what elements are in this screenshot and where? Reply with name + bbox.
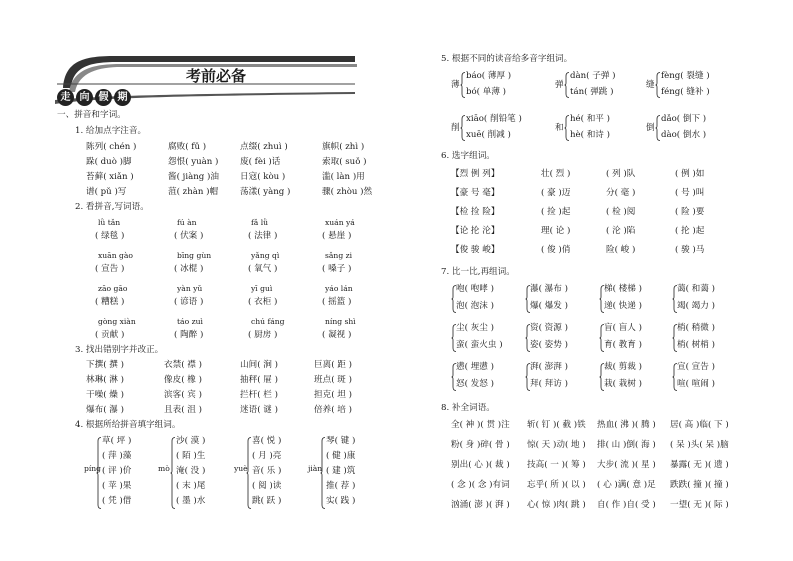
question-label: 7. 比一比,再组词。 — [441, 267, 515, 277]
q2-answer: ( 悬崖 ) — [322, 231, 352, 241]
q3-item: 下撰( 撰 ) — [86, 360, 124, 370]
q2-answer: ( 嗓子 ) — [322, 264, 352, 274]
page-title: 考前必备 — [186, 67, 247, 85]
q3-item: 倍养( 培 ) — [314, 405, 352, 415]
q2-answer: ( 伏案 ) — [174, 231, 204, 241]
q8-item: 技高( 一 )( 筹 ) — [527, 460, 586, 470]
q4-item: ( 墨 )水 — [176, 496, 206, 506]
q5-reading: dǎo( 倒下 ) — [661, 114, 707, 124]
q7-word: 姿( 姿势 ) — [530, 340, 568, 350]
q3-item: 爆布( 瀑 ) — [86, 405, 124, 415]
section-heading: 一、拼音和字词。 — [57, 110, 126, 120]
q6-item: 【检 捡 险】 — [451, 207, 500, 217]
pinyin-prompt: lǜ tǎn — [98, 218, 121, 227]
q6-item: 险( 峻 ) — [606, 245, 636, 255]
q7-word: 泡( 泡沫 ) — [456, 301, 494, 311]
pinyin-prompt: chú fáng — [251, 317, 285, 326]
q5-reading: dàn( 子弹 ) — [570, 71, 616, 81]
q3-item: 担克( 坦 ) — [314, 390, 352, 400]
q6-item: ( 检 )阅 — [606, 207, 636, 217]
q6-item: 【豪 号 毫】 — [451, 188, 500, 198]
q4-item: ( 萍 )藻 — [102, 451, 132, 461]
pinyin-prompt: xuán yá — [325, 218, 355, 227]
pinyin-prompt: táo zuì — [177, 317, 203, 326]
q6-item: 【论 抡 沦】 — [451, 226, 500, 236]
q7-word: 育( 教育 ) — [604, 340, 642, 350]
q6-item: ( 列 )队 — [606, 169, 636, 179]
q7-word: 栽( 栽树 ) — [604, 379, 642, 389]
pinyin-prompt: yī guì — [251, 284, 273, 293]
q3-item: 巨离( 距 ) — [314, 360, 352, 370]
q6-item: 壮( 烈 ) — [541, 169, 571, 179]
q2-answer: ( 糟糕 ) — [95, 297, 125, 307]
q8-item: 粉( 身 )碎( 骨 ) — [451, 440, 510, 450]
q2-answer: ( 衣柜 ) — [248, 297, 278, 307]
pinyin-prompt: yáo lán — [325, 284, 353, 293]
question-label: 8. 补全词语。 — [441, 403, 495, 413]
q5-char: 缝 — [646, 80, 655, 90]
q1-item: 荡漾( yàng ) — [240, 187, 291, 197]
q3-item: 迷语( 谜 ) — [240, 405, 278, 415]
q8-item: 别出( 心 )( 裁 ) — [451, 460, 510, 470]
pinyin-prompt: sǎng zi — [325, 251, 353, 260]
q7-word: 竭( 竭力 ) — [677, 301, 715, 311]
q5-reading: fèng( 裂缝 ) — [661, 71, 710, 81]
q5-reading: hè( 和诗 ) — [570, 130, 610, 140]
q7-word: 宣( 宣告 ) — [677, 362, 715, 372]
q6-item: ( 捡 )起 — [541, 207, 571, 217]
q6-item: 【俊 骏 峻】 — [451, 245, 500, 255]
q7-word: 蔼( 和蔼 ) — [677, 284, 715, 294]
q4-pinyin: píng — [84, 464, 102, 473]
pinyin-prompt: yàn yǔ — [177, 284, 203, 293]
q8-item: 斩( 钉 )( 截 )铁 — [527, 420, 586, 430]
badge-char: 向 — [76, 89, 93, 106]
q1-item: 陈列( chén ) — [86, 142, 137, 152]
q5-reading: báo( 薄厚 ) — [466, 71, 512, 81]
q6-item: ( 抡 )起 — [675, 226, 705, 236]
q4-item: ( 建 )筑 — [326, 466, 356, 476]
q2-answer: ( 陶醉 ) — [174, 330, 204, 340]
q7-word: 盲( 盲人 ) — [604, 323, 642, 333]
q1-item: 菹( zhàn )帽 — [168, 187, 219, 197]
q5-char: 倒 — [646, 123, 655, 133]
q7-word: 蛮( 蛮火虫 ) — [456, 340, 503, 350]
q3-item: 且表( 沮 ) — [164, 405, 202, 415]
q7-word: 怒( 发怒 ) — [456, 379, 494, 389]
q4-item: ( 评 )价 — [102, 466, 132, 476]
q8-item: 暴露( 无 )( 遗 ) — [670, 460, 729, 470]
q7-word: 递( 快递 ) — [604, 301, 642, 311]
pinyin-prompt: níng shì — [325, 317, 356, 326]
q1-item: 苔藓( xiǎn ) — [86, 172, 134, 182]
pinyin-prompt: zāo gāo — [98, 284, 128, 293]
q2-answer: ( 冰棍 ) — [174, 264, 204, 274]
q4-pinyin: jiàn — [308, 464, 323, 473]
q1-item: 滥( làn )用 — [322, 172, 365, 182]
pinyin-prompt: bīng gùn — [177, 251, 212, 260]
question-label: 6. 选字组词。 — [441, 151, 495, 161]
q2-answer: ( 氧气 ) — [248, 264, 278, 274]
q1-item: 旗帜( zhì ) — [322, 142, 365, 152]
q4-item: ( 月 )亮 — [252, 451, 282, 461]
q6-item: ( 豪 )迈 — [541, 188, 571, 198]
q8-item: 热血( 沸 )( 腾 ) — [597, 420, 656, 430]
pinyin-prompt: fú àn — [177, 218, 197, 227]
q6-item: ( 险 )要 — [675, 207, 705, 217]
q1-item: 怨恨( yuàn ) — [168, 157, 219, 167]
q7-word: 湃( 澎湃 ) — [530, 362, 568, 372]
q4-pinyin: mò — [158, 464, 170, 473]
q5-char: 薄 — [451, 80, 460, 90]
pinyin-prompt: gòng xiàn — [98, 317, 136, 326]
question-label: 1. 给加点字注音。 — [75, 126, 147, 136]
q7-word: 尘( 灰尘 ) — [456, 323, 494, 333]
q2-answer: ( 凝视 ) — [322, 330, 352, 340]
q4-item: ( 健 )康 — [326, 451, 356, 461]
q3-item: 林琳( 淋 ) — [86, 375, 124, 385]
q5-reading: hé( 和平 ) — [570, 114, 610, 124]
q6-item: 理( 论 ) — [541, 226, 571, 236]
badge-char: 期 — [114, 89, 131, 106]
q5-reading: bó( 单薄 ) — [466, 87, 507, 97]
q8-item: ( 心 )满( 意 )足 — [597, 480, 656, 490]
q1-item: 谱( pǔ )写 — [86, 187, 127, 197]
q2-answer: ( 摇篮 ) — [322, 297, 352, 307]
q1-item: 点缀( zhuì ) — [240, 142, 288, 152]
q7-word: 裁( 剪裁 ) — [604, 362, 642, 372]
q3-item: 拦杆( 栏 ) — [240, 390, 278, 400]
q5-reading: dào( 倒水 ) — [661, 130, 707, 140]
q4-item: 沙( 漠 ) — [176, 436, 206, 446]
q4-item: 淹( 没 ) — [176, 466, 206, 476]
q4-item: 草( 坪 ) — [102, 436, 132, 446]
q8-item: 排( 山 )倒( 海 ) — [597, 440, 656, 450]
q4-item: ( 苹 )果 — [102, 481, 132, 491]
q3-item: 像皮( 橡 ) — [164, 375, 202, 385]
q8-item: 一望( 无 )( 际 ) — [670, 500, 729, 510]
q2-answer: ( 谚语 ) — [174, 297, 204, 307]
q8-item: 全( 神 )( 贯 )注 — [451, 420, 510, 430]
q3-item: 滨客( 宾 ) — [164, 390, 202, 400]
q8-item: 自( 作 )自( 受 ) — [597, 500, 656, 510]
q4-pinyin: yuè — [234, 464, 248, 473]
q4-item: ( 末 )尾 — [176, 481, 206, 491]
q2-answer: ( 厨房 ) — [248, 330, 278, 340]
q7-word: 梢( 树梢 ) — [677, 340, 715, 350]
q5-reading: tán( 弹跳 ) — [570, 87, 614, 97]
q3-item: 山间( 涧 ) — [240, 360, 278, 370]
q8-item: 跌跌( 撞 )( 撞 ) — [670, 480, 729, 490]
q1-item: 日寇( kòu ) — [240, 172, 286, 182]
q1-item: 骤( zhòu )然 — [322, 187, 373, 197]
q6-item: ( 骏 )马 — [675, 245, 705, 255]
q7-word: 资( 资源 ) — [530, 323, 568, 333]
q4-item: 推( 荐 ) — [326, 481, 356, 491]
q5-reading: féng( 缝补 ) — [661, 87, 710, 97]
badge-char: 走 — [57, 89, 74, 106]
q5-reading: xiāo( 削铅笔 ) — [466, 114, 522, 124]
question-label: 3. 找出错别字并改正。 — [75, 345, 164, 355]
q1-item: 酱( jiàng )油 — [168, 172, 219, 182]
q7-word: 懑( 埋懑 ) — [456, 362, 494, 372]
q4-item: 跳( 跃 ) — [252, 496, 282, 506]
q1-item: 跺( duò )脚 — [86, 157, 132, 167]
question-label: 2. 看拼音,写词语。 — [75, 202, 149, 212]
q7-word: 咆( 咆哮 ) — [456, 284, 494, 294]
q8-item: ( 呆 )头( 呆 )脑 — [670, 440, 729, 450]
q4-item: ( 凭 )借 — [102, 496, 132, 506]
q7-word: 爆( 爆发 ) — [530, 301, 568, 311]
q2-answer: ( 法律 ) — [248, 231, 278, 241]
q3-item: 班点( 斑 ) — [314, 375, 352, 385]
q4-item: 喜( 悦 ) — [252, 436, 282, 446]
q4-item: 音( 乐 ) — [252, 466, 282, 476]
q6-item: ( 号 )叫 — [675, 188, 705, 198]
q4-item: ( 阅 )读 — [252, 481, 282, 491]
q6-item: ( 例 )如 — [675, 169, 705, 179]
q4-item: 琴( 键 ) — [326, 436, 356, 446]
q3-item: 衣禁( 襟 ) — [164, 360, 202, 370]
q5-char: 削 — [451, 123, 460, 133]
pinyin-prompt: xuān gào — [98, 251, 133, 260]
q6-item: ( 沦 )陷 — [606, 226, 636, 236]
q6-item: 【烈 例 列】 — [451, 169, 500, 179]
q8-item: 汹涌( 澎 )( 湃 ) — [451, 500, 510, 510]
q7-word: 喧( 喧闹 ) — [677, 379, 715, 389]
q1-item: 索取( suǒ ) — [322, 157, 367, 167]
q6-item: ( 俊 )俏 — [541, 245, 571, 255]
q8-item: 大步( 流 )( 星 ) — [597, 460, 656, 470]
pinyin-prompt: yǎng qì — [251, 251, 280, 260]
question-label: 5. 根据不同的读音给多音字组词。 — [441, 54, 573, 64]
q3-item: 抽秤( 屉 ) — [240, 375, 278, 385]
question-label: 4. 根据所给拼音填字组词。 — [75, 420, 181, 430]
q2-answer: ( 宣告 ) — [95, 264, 125, 274]
q8-item: 心( 惊 )肉( 跳 ) — [527, 500, 586, 510]
q7-word: 梯( 楼梯 ) — [604, 284, 642, 294]
q1-item: 废( fèi )话 — [240, 157, 281, 167]
q1-item: 腐败( fǔ ) — [168, 142, 207, 152]
q7-word: 梢( 稍微 ) — [677, 323, 715, 333]
q7-word: 瀑( 瀑布 ) — [530, 284, 568, 294]
q8-item: 忘乎( 所 )( 以 ) — [527, 480, 586, 490]
q3-item: 干噪( 燥 ) — [86, 390, 124, 400]
q4-item: 实( 践 ) — [326, 496, 356, 506]
q5-reading: xuē( 削减 ) — [466, 130, 511, 140]
q8-item: ( 念 )( 念 )有词 — [451, 480, 510, 490]
q5-char: 和 — [555, 123, 564, 133]
q8-item: 居( 高 )临( 下 ) — [670, 420, 729, 430]
q2-answer: ( 贡献 ) — [95, 330, 125, 340]
q6-item: 分( 毫 ) — [606, 188, 636, 198]
badge-char: 假 — [95, 89, 112, 106]
q2-answer: ( 绿毯 ) — [95, 231, 125, 241]
q4-item: ( 陌 )生 — [176, 451, 206, 461]
q7-word: 拜( 拜访 ) — [530, 379, 568, 389]
pinyin-prompt: fǎ lǜ — [251, 218, 269, 227]
q5-char: 弹 — [555, 80, 564, 90]
section-badge — [57, 85, 133, 105]
q8-item: 惊( 天 )动( 地 ) — [527, 440, 586, 450]
